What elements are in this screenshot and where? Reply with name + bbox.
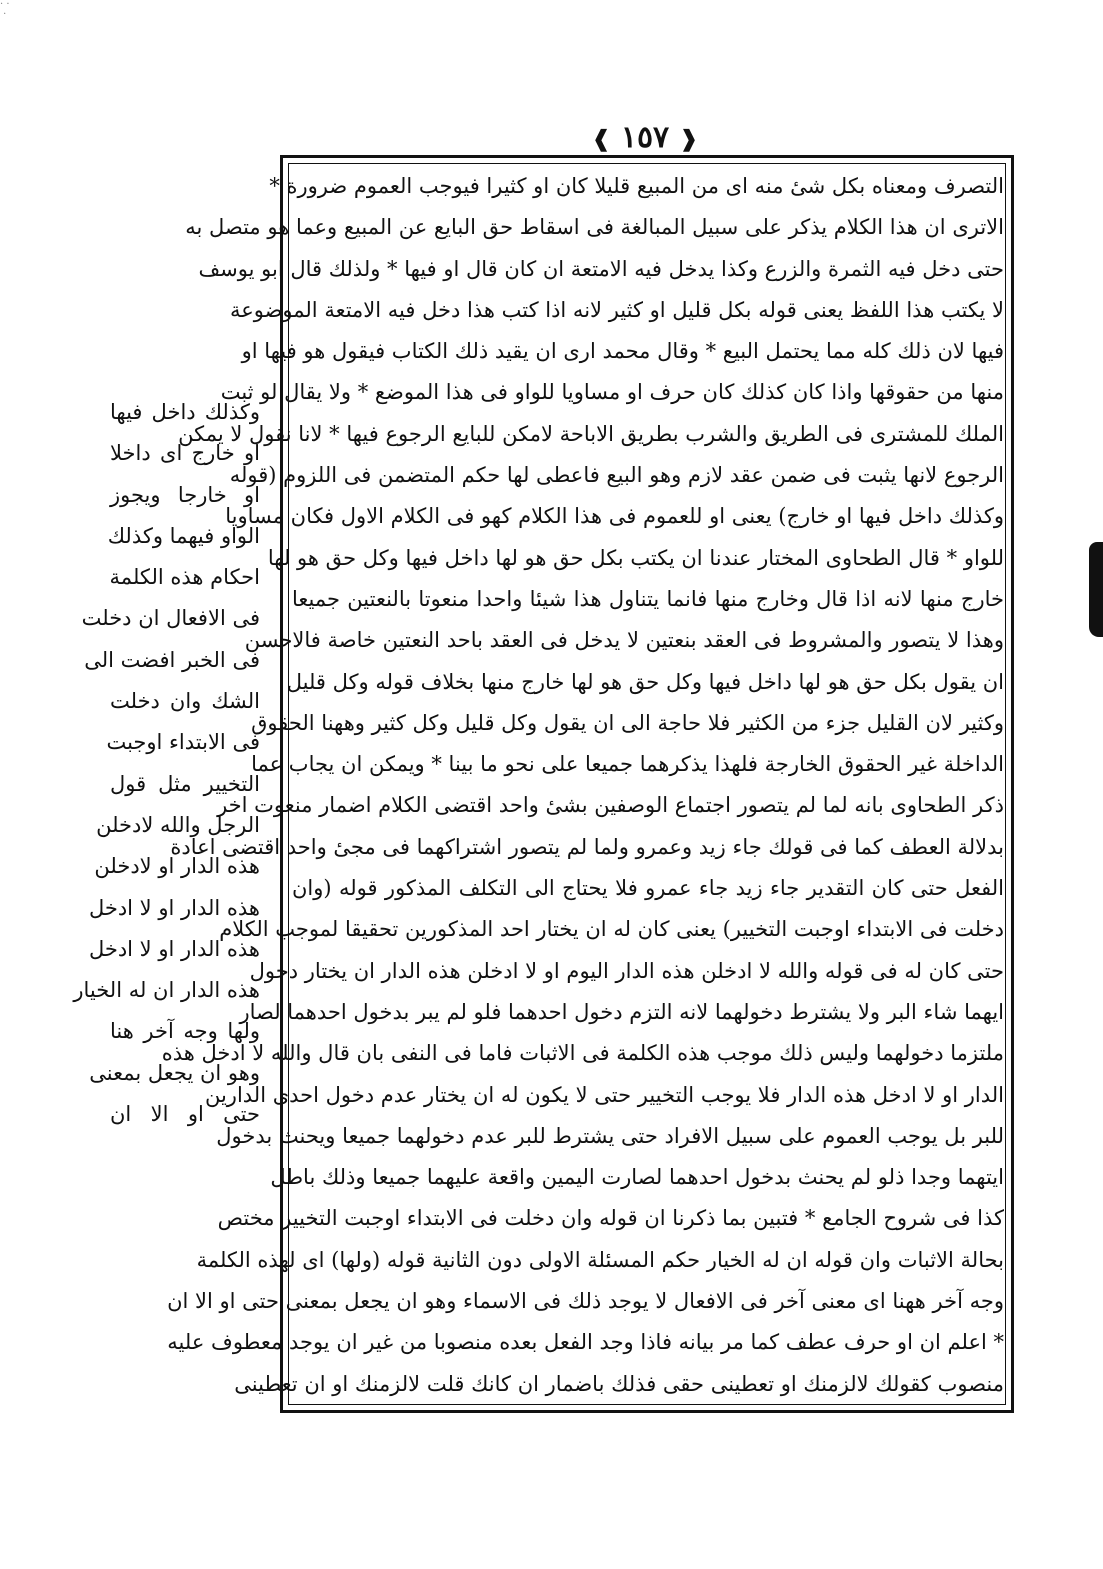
- margin-gloss-line: هذه الدار او لا ادخل: [88, 895, 260, 920]
- page-number: [590, 118, 700, 159]
- main-text-line: خارج منها لانه اذا قال وخارج منها فانما یتناول هذا شیئا واحدا منعوتا بالنعتین جمیعا: [292, 586, 1004, 611]
- main-text-line: وكثیر لان القلیل جزء من الكثیر فلا حاجة الی ان یقول وكل قلیل وكل كثیر وههنا الحقوق: [251, 710, 1004, 735]
- main-text-line: لا یكتب هذا اللفظ یعنی قوله بكل قلیل او كثیر لانه اذا كتب هذا دخل فیه الامتعة الموضوعة: [229, 297, 1004, 322]
- margin-gloss-line: فی الابتداء اوجبت: [106, 730, 260, 755]
- main-text-line: ایهما شاء البر ولا یشترط دخولهما لانه التزم دخول احدهما فلو لم یبر بدخول احدهما لصار: [239, 999, 1004, 1024]
- main-text-line: وكذلك داخل فیها او خارج) یعنی او للعموم فی هذا الكلام كهو فی الكلام الاول فكان مساویا: [225, 504, 1004, 529]
- main-text-line: للواو * قال الطحاوی المختار عندنا ان یكتب بكل حق هو لها داخل فیها وكل حق هو لها: [267, 545, 1004, 570]
- page-number-text: ١٥٧: [620, 120, 670, 155]
- main-text-line: الفعل حتی كان التقدیر جاء زید جاء عمرو فلا یحتاج الی التكلف المذكور قوله (وان: [292, 876, 1004, 901]
- main-text-line: الداخلة غیر الحقوق الخارجة فلهذا یذكرهما جمیعا علی نحو ما بینا * ویمكن ان یجاب عما: [251, 752, 1004, 777]
- margin-gloss-line: الرجل والله لادخلن: [96, 812, 260, 837]
- margin-gloss-line: هذه الدار او لا ادخل: [88, 936, 260, 961]
- main-text-line: حتی كان له فی قوله والله لا ادخلن هذه الدار الیوم او لا ادخلن هذه الدار ان یختار دخول: [249, 958, 1004, 983]
- margin-gloss-line: التخییر مثل قول: [110, 771, 260, 796]
- main-text-line: كذا فی شروح الجامع * فتبین بما ذكرنا ان قوله وان دخلت فی الابتداء اوجبت التخییر مختص: [217, 1206, 1004, 1231]
- margin-gloss-line: فی الافعال ان دخلت: [81, 606, 260, 631]
- main-text-line: التصرف ومعناه بكل شیٔ منه ای من المبیع قلیلا كان او كثیرا فیوجب العموم ضرورة *: [269, 174, 1004, 198]
- margin-gloss-line: ولها وجه آخر هنا: [110, 1019, 260, 1044]
- margin-gloss-line: الشك وان دخلت: [110, 689, 260, 714]
- main-text-line: الاتری ان هذا الكلام یذكر علی سبیل المبالغة فی اسقاط حق البایع عن المبیع وعما هو متصل به: [185, 215, 1004, 240]
- margin-gloss-line: او خارجا ویجوز: [110, 482, 260, 507]
- margin-gloss: [73, 392, 260, 1135]
- main-text-line: للبر بل یوجب العموم علی سبیل الافراد حتی یشترط للبر عدم دخولهما جمیعا ویحنث بدخول: [216, 1123, 1004, 1148]
- scan-speckle: · · ·: [0, 0, 10, 20]
- margin-gloss-line: او خارج ای داخلا: [110, 441, 260, 466]
- main-text-line: وهذا لا یتصور والمشروط فی العقد بنعتین لا یدخل فی العقد باحد النعتین خاصة فالاحسن: [244, 628, 1004, 653]
- main-text-line: ان یقول بكل حق هو لها داخل فیها وكل حق هو لها خارج منها بخلاف قوله وكل قلیل: [286, 669, 1004, 694]
- ink-blot: [1089, 542, 1103, 637]
- main-text-line: ملتزما دخولهما ولیس ذلك موجب هذه الكلمة فی الاثبات فاما فی النفی بان قال والله لا ادخل هذه: [161, 1041, 1004, 1066]
- main-text-line: ذكر الطحاوی بانه لما لم یتصور اجتماع الوصفین بشیٔ واحد اقتضی الكلام اضمار منعوت اخر: [217, 793, 1004, 818]
- main-text-line: حتی دخل فیه الثمرة والزرع وكذا یدخل فیه الامتعة ان كان قال او فیها * ولذلك قال ابو یوسف: [198, 256, 1004, 281]
- main-text-line: الملك للمشتری فی الطریق والشرب بطریق الاباحة لامكن للبایع الرجوع فیها * لانا نقول لا یمكن: [178, 421, 1004, 446]
- main-text-line: بدلالة العطف كما فی قولك جاء زید وعمرو ولما لم یتصور اشتراكهما فی مجیٔ واحد اقتضی اعادة: [170, 834, 1004, 859]
- main-text-line: الرجوع لانها یثبت فی ضمن عقد لازم وهو البیع فاعطی لها حكم المتضمن فی اللزوم (قوله: [229, 463, 1004, 488]
- main-text-line: * اعلم ان او حرف عطف كما مر بیانه فاذا وجد الفعل بعده منصوبا من غیر ان یوجد معطوف علیه: [167, 1330, 1004, 1355]
- margin-gloss-line: الواو فیهما وكذلك: [107, 523, 260, 548]
- ornament-icon: ❰: [679, 126, 699, 152]
- margin-gloss-line: هذه الدار ان له الخیار: [73, 978, 260, 1003]
- margin-gloss-line: حتی او الا ان: [110, 1102, 260, 1127]
- ornament-icon: ❱: [591, 126, 611, 152]
- margin-gloss-line: احكام هذه الكلمة: [109, 565, 260, 590]
- main-text-line: فیها لان ذلك كله مما یحتمل البیع * وقال محمد اری ان یقید ذلك الكتاب فیقول هو فیها او: [241, 339, 1004, 364]
- margin-gloss-line: فی الخبر افضت الی: [84, 647, 260, 672]
- main-text-line: بحالة الاثبات وان قوله ان له الخیار حكم المسئلة الاولی دون الثانیة قوله (ولها) ای لهذه الكلمة: [196, 1247, 1004, 1272]
- main-text-line: وجه آخر ههنا ای معنی آخر فی الافعال لا یوجد ذلك فی الاسماء وهو ان یجعل بمعنی حتی او الا ان: [167, 1289, 1004, 1314]
- main-text-line: دخلت فی الابتداء اوجبت التخییر) یعنی كان له ان یختار احد المذكورین تحقیقا لموجب الكلام: [219, 917, 1004, 942]
- main-text-line: منصوب كقولك لالزمنك او تعطینی حقی فذلك باضمار ان كانك قلت لالزمنك او ان تعطینی: [234, 1371, 1004, 1396]
- main-text-line: الدار او لا ادخل هذه الدار فلا یوجب التخییر حتی لا یكون له ان یختار عدم دخول احدی الدارین: [204, 1082, 1004, 1107]
- margin-gloss-line: وهو ان یجعل بمعنی: [89, 1060, 260, 1085]
- main-text-line: منها من حقوقها واذا كان كذلك كان حرف او مساویا للواو فی هذا الموضع * ولا یقال لو ثبت: [220, 380, 1004, 405]
- margin-gloss-line: وكذلك داخل فیها: [110, 400, 260, 424]
- margin-gloss-line: هذه الدار او لادخلن: [94, 854, 260, 879]
- main-text-line: ایتهما وجدا ذلو لم یحنث بدخول احدهما لصارت الیمین واقعة علیهما جمیعا وذلك باطل: [270, 1165, 1004, 1190]
